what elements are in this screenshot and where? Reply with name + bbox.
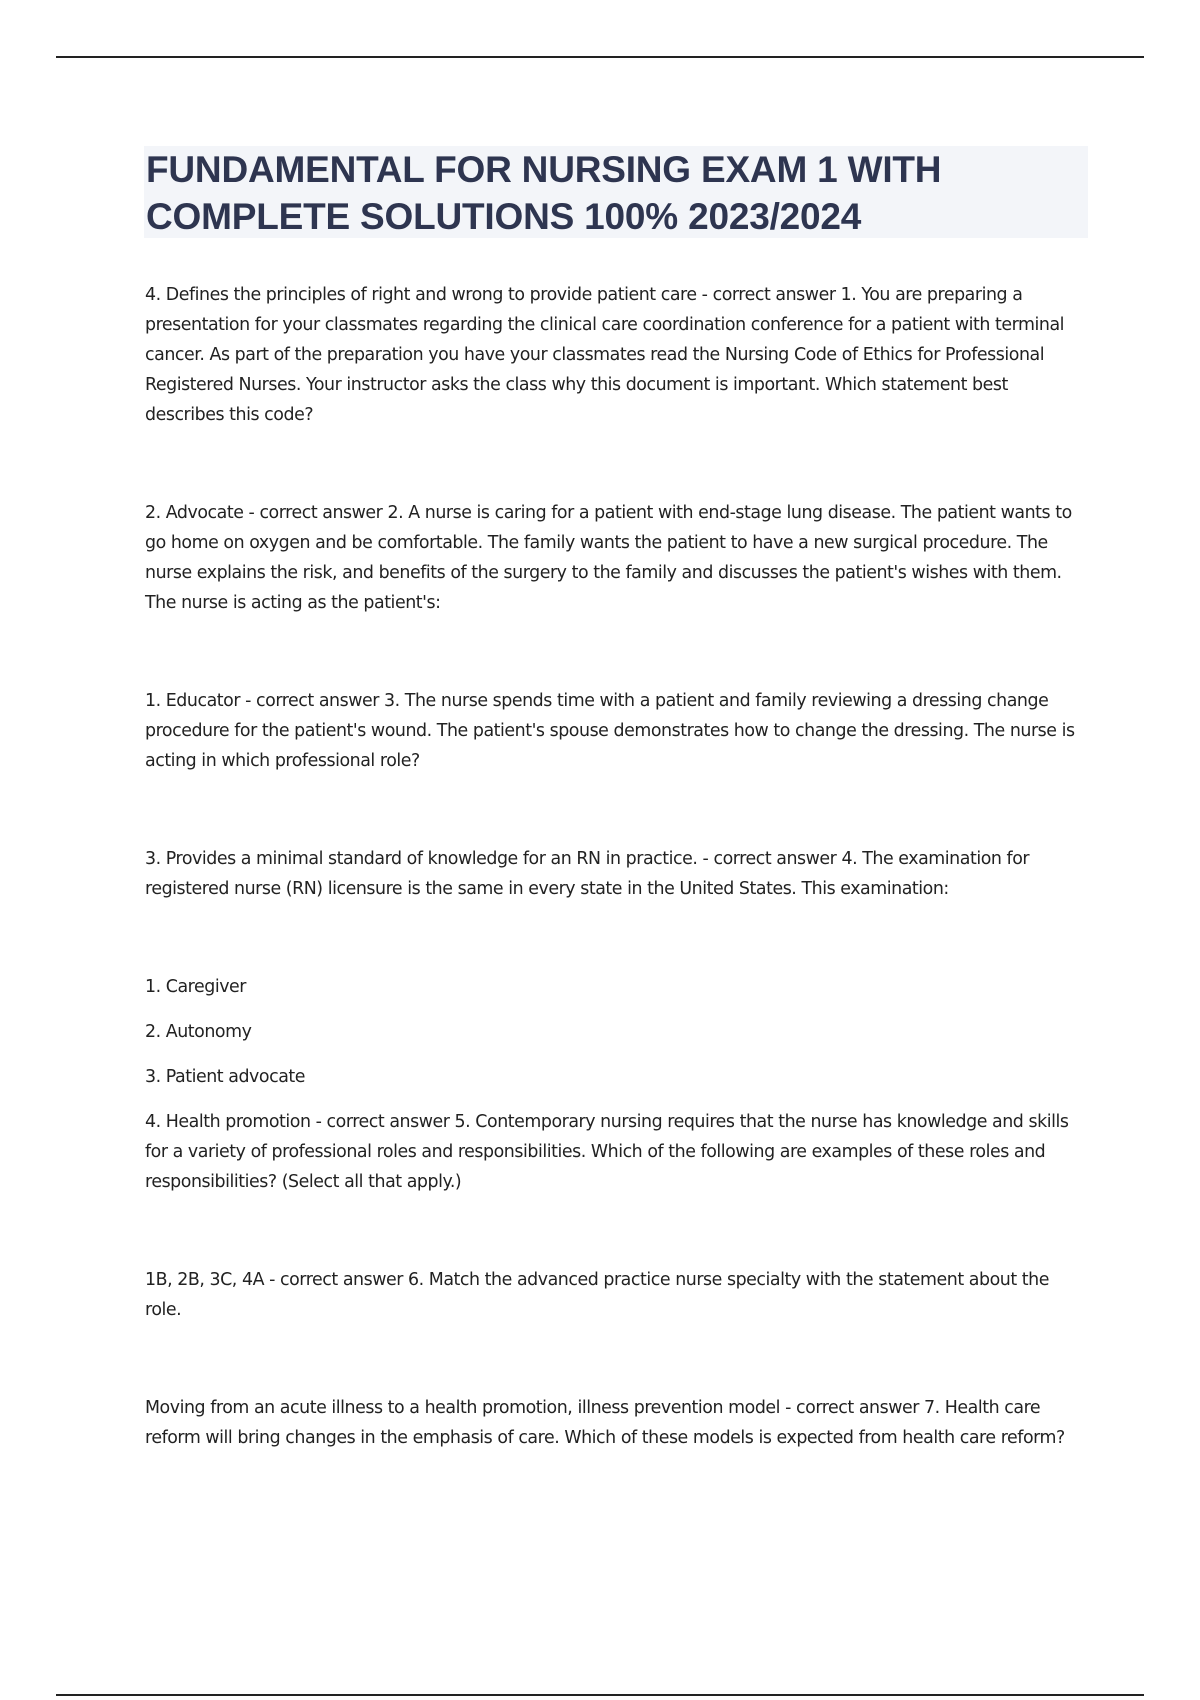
qa-paragraph-6: 1B, 2B, 3C, 4A - correct answer 6. Match the advanced practice nurse specialty with the statement about the role. [145,1270,1049,1320]
list-item-autonomy: 2. Autonomy [145,1022,252,1042]
qa-paragraph-1: 4. Defines the principles of right and wrong to provide patient care - correct answer 1. You are preparing a presentation for your classmates regarding the clinical care coordination conference for a patient with terminal cancer. As part of the preparation you have your classmates read the Nursing Code of Ethics for Professional Registered Nurses. Your instructor asks the class why this document is important. Which statement best describes this code? [145,285,1065,425]
document-title [146,146,1088,240]
top-divider [56,56,1144,58]
qa-paragraph-2: 2. Advocate - correct answer 2. A nurse is caring for a patient with end-stage lung disease. The patient wants to go home on oxygen and be comfortable. The family wants the patient to have a new surgical procedure. The nurse explains the risk, and benefits of the surgery to the family and discusses the patient's wishes with them. The nurse is acting as the patient's: [145,503,1072,613]
list-item-caregiver: 1. Caregiver [145,977,246,997]
qa-paragraph-5: 4. Health promotion - correct answer 5. Contemporary nursing requires that the nurse has knowledge and skills for a variety of professional roles and responsibilities. Which of the following are examples of these roles and responsibilities? (Select all that apply.) [145,1112,1069,1192]
title-banner [144,146,1088,238]
bottom-divider [56,1694,1144,1696]
qa-paragraph-7: Moving from an acute illness to a health promotion, illness prevention model - correct answer 7. Health care reform will bring changes in the emphasis of care. Which of these models is expected from health care reform? [145,1398,1065,1448]
document-body [145,280,1090,1453]
qa-paragraph-4: 3. Provides a minimal standard of knowledge for an RN in practice. - correct answer 4. The examination for registered nurse (RN) licensure is the same in every state in the United States. This examination: [145,849,1030,899]
title-line-1: FUNDAMENTAL FOR NURSING EXAM 1 WITH [146,149,942,190]
qa-paragraph-3: 1. Educator - correct answer 3. The nurse spends time with a patient and family reviewing a dressing change procedure for the patient's wound. The patient's spouse demonstrates how to change the dressing. The nurse is acting in which professional role? [145,691,1075,771]
title-line-2: COMPLETE SOLUTIONS 100% 2023/2024 [146,196,862,237]
list-item-patient-advocate: 3. Patient advocate [145,1067,306,1087]
